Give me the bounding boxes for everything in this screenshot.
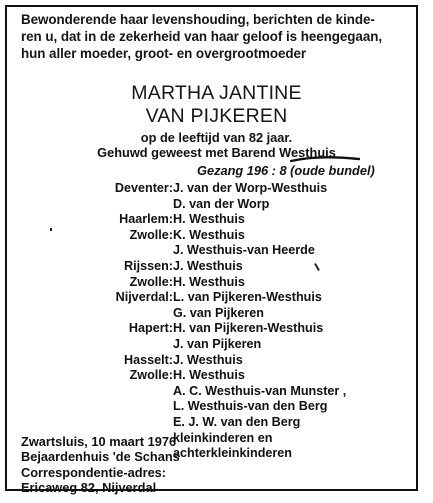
family-row — [0, 384, 433, 400]
family-place: Deventer: — [114, 181, 173, 195]
family-place: Hasselt: — [124, 352, 173, 367]
family-list — [0, 181, 433, 465]
family-row — [0, 243, 433, 259]
family-place: Zwolle: — [129, 368, 173, 383]
deceased-name-first: MARTHA JANTINE — [131, 82, 302, 104]
print-speck — [50, 228, 52, 231]
family-person: J. van der Worp-Westhuis — [173, 181, 328, 195]
family-row — [0, 259, 433, 275]
family-row — [0, 368, 433, 384]
family-person: G. van Pijkeren — [173, 305, 264, 320]
family-person: L. van Pijkeren-Westhuis — [173, 290, 322, 305]
family-row — [0, 275, 433, 291]
deceased-name-last: VAN PIJKEREN — [145, 105, 288, 127]
family-row — [0, 181, 433, 197]
family-place: Nijverdal: — [115, 290, 173, 305]
family-row — [0, 306, 433, 322]
family-row — [0, 197, 433, 213]
footer-residence: Bejaardenhuis 'de Schans' — [21, 449, 183, 465]
footer-text — [21, 434, 183, 496]
family-person: H. Westhuis — [173, 274, 245, 289]
spouse-line: Gehuwd geweest met Barend Westhuis — [97, 145, 336, 160]
age-line: op de leeftijd van 82 jaar. — [140, 130, 293, 145]
family-place: Hapert: — [128, 321, 173, 336]
intro-line-3: hun aller moeder, groot- en overgrootmoeder — [21, 46, 307, 61]
family-row — [0, 228, 433, 244]
family-person: A. C. Westhuis-van Munster , — [173, 383, 347, 398]
family-place: Haarlem: — [119, 212, 173, 227]
family-person: H. van Pijkeren-Westhuis — [173, 321, 324, 336]
family-person: achterkleinkinderen — [173, 446, 292, 461]
family-person: L. Westhuis-van den Berg — [173, 399, 328, 414]
family-place: Zwolle: — [129, 227, 173, 242]
family-person: J. Westhuis-van Heerde — [173, 243, 315, 258]
family-row — [0, 353, 433, 369]
family-person: J. Westhuis — [173, 352, 243, 367]
family-row — [0, 337, 433, 353]
family-person: H. Westhuis — [173, 212, 245, 227]
family-place: Zwolle: — [129, 274, 173, 289]
family-row — [0, 415, 433, 431]
family-row — [0, 399, 433, 415]
family-person: J. van Pijkeren — [173, 336, 262, 351]
intro-line-2: ren u, dat in de zekerheid van haar geloof is heengegaan, — [21, 29, 383, 44]
family-person: kleinkinderen en — [173, 430, 273, 445]
footer-address: Ericaweg 82, Nijverdal — [21, 480, 157, 496]
family-person: J. Westhuis — [173, 258, 243, 273]
family-person: D. van der Worp — [173, 196, 270, 211]
family-row — [0, 212, 433, 228]
family-person: E. J. W. van den Berg — [173, 414, 301, 429]
footer-location-date: Zwartsluis, 10 maart 1976 — [21, 434, 177, 449]
hymn-line: Gezang 196 : 8 (oude bundel) — [197, 163, 375, 178]
family-place: Rijssen: — [124, 258, 173, 273]
intro-line-1: Bewonderende haar levenshouding, berichten de kinde- — [21, 12, 375, 27]
footer-correspondence-label: Correspondentie-adres: — [21, 464, 167, 480]
family-row — [0, 321, 433, 337]
family-person: H. Westhuis — [173, 368, 245, 383]
family-row — [0, 290, 433, 306]
family-person: K. Westhuis — [173, 227, 245, 242]
intro-text — [21, 11, 413, 62]
